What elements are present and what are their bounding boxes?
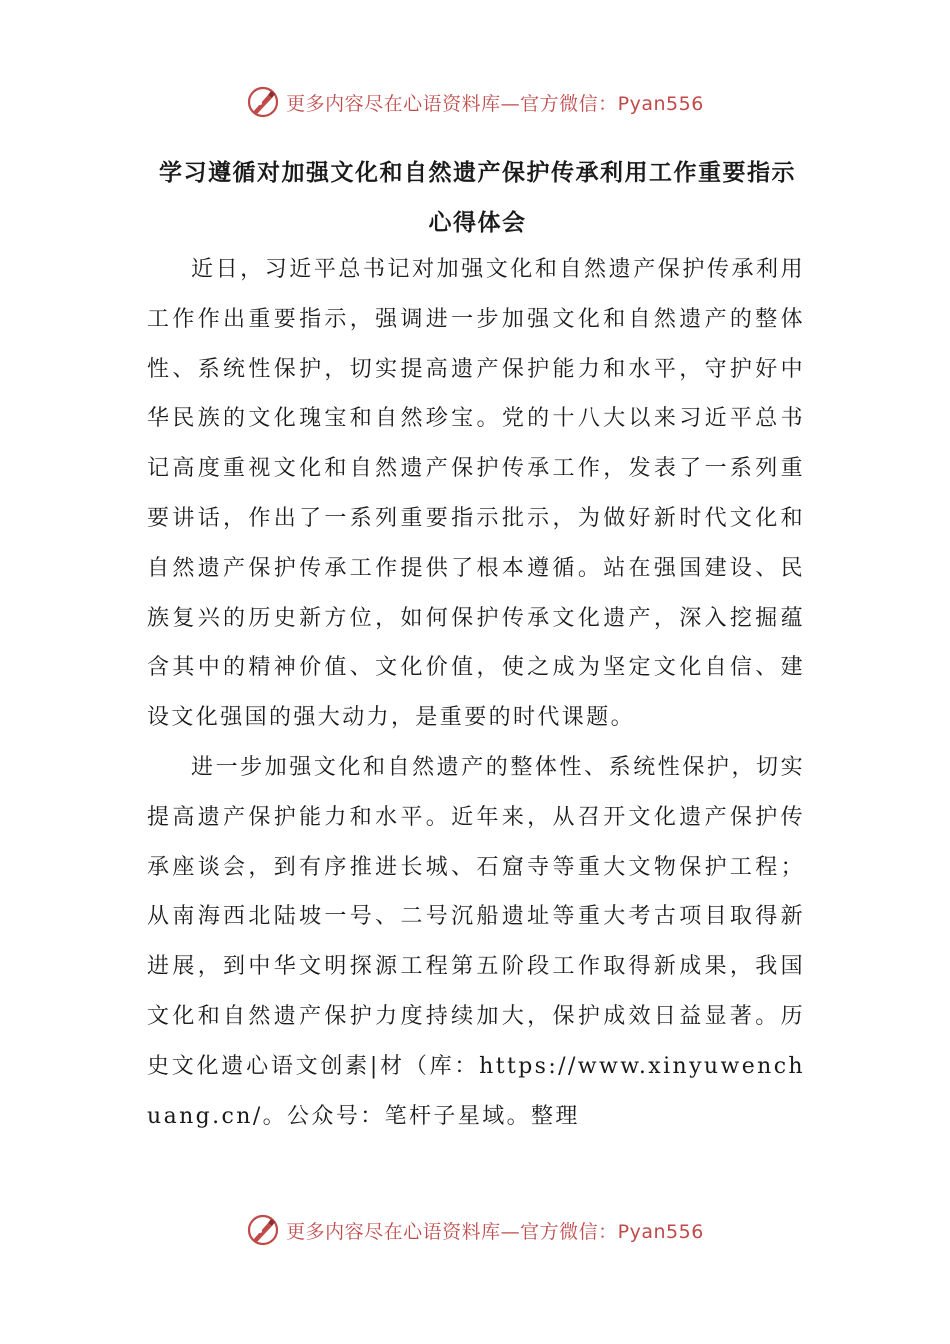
- banner-wechat-id: Pyan556: [617, 92, 704, 115]
- banner-label: 更多内容尽在心语资料库—官方微信：: [286, 1220, 618, 1243]
- pen-logo-icon: [246, 1213, 280, 1247]
- banner-wechat-id: Pyan556: [617, 1220, 704, 1243]
- banner-text: [286, 1217, 704, 1244]
- footer-banner: [0, 1210, 950, 1250]
- banner-text: [286, 89, 704, 116]
- banner-label: 更多内容尽在心语资料库—官方微信：: [286, 92, 618, 115]
- paragraph: 进一步加强文化和自然遗产的整体性、系统性保护，切实提高遗产保护能力和水平。近年来，从召开文化遗产保护传承座谈会，到有序推进长城、石窟寺等重大文物保护工程；从南海西北陆坡一号、二号沉船遗址等重大考古项目取得新进展，到中华文明探源工程第五阶段工作取得新成果，我国文化和自然遗产保护力度持续加大，保护成效日益显著。历史文化遗心语文创素|材（库：https://www.xinyuwenchuang.cn/。公众号：笔杆子星域。整理: [147, 754, 805, 1129]
- document-body: [147, 245, 805, 1141]
- header-banner: [0, 82, 950, 122]
- document-title: 学习遵循对加强文化和自然遗产保护传承利用工作重要指示心得体会: [159, 160, 796, 236]
- pen-logo-icon: [246, 85, 280, 119]
- paragraph: 近日，习近平总书记对加强文化和自然遗产保护传承利用工作作出重要指示，强调进一步加强文化和自然遗产的整体性、系统性保护，切实提高遗产保护能力和水平，守护好中华民族的文化瑰宝和自然珍宝。党的十八大以来习近平总书记高度重视文化和自然遗产保护传承工作，发表了一系列重要讲话，作出了一系列重要指示批示，为做好新时代文化和自然遗产保护传承工作提供了根本遵循。站在强国建设、民族复兴的历史新方位，如何保护传承文化遗产，深入挖掘蕴含其中的精神价值、文化价值，使之成为坚定文化自信、建设文化强国的强大动力，是重要的时代课题。: [147, 257, 805, 731]
